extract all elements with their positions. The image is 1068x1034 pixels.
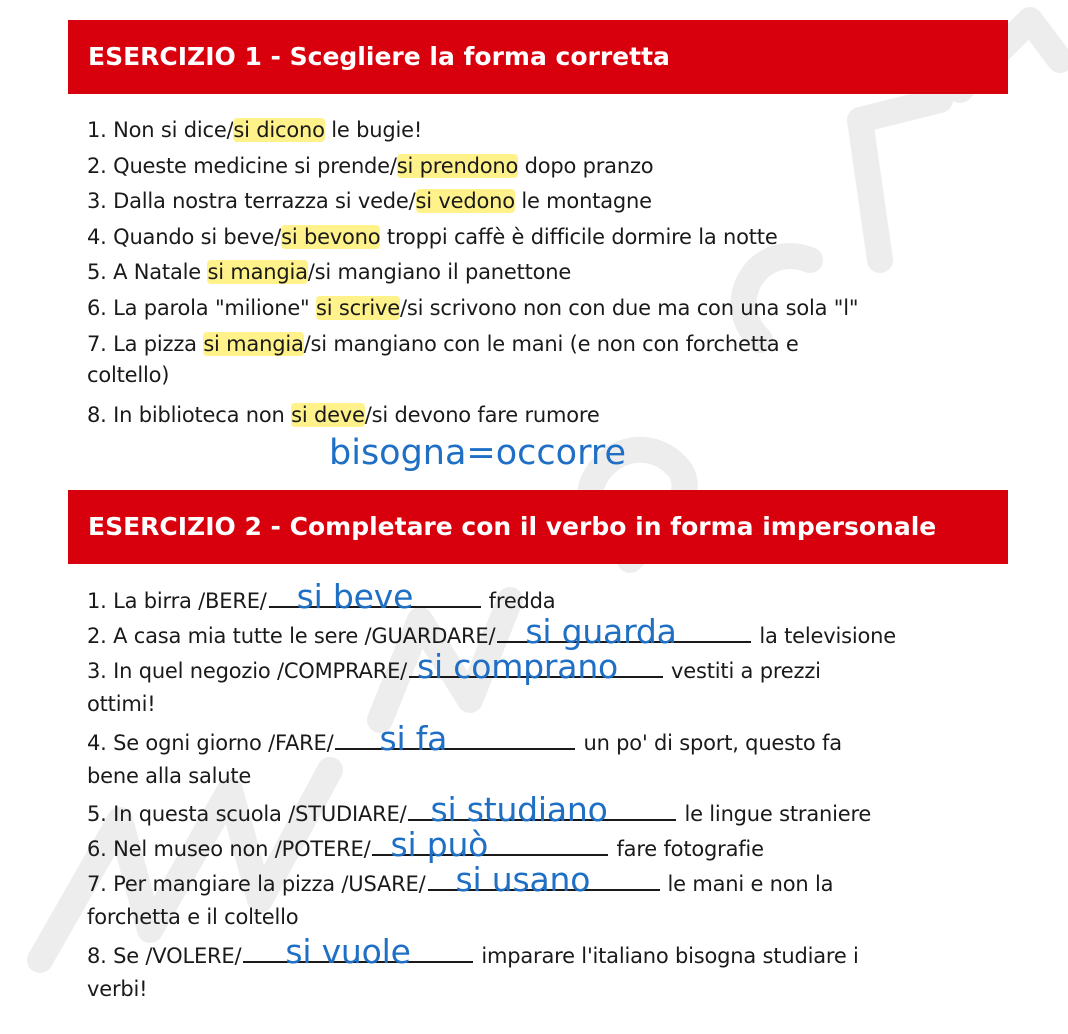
highlighted-answer: si mangia <box>207 260 308 285</box>
exercise2-item: 8. Se /VOLERE/ si vuole imparare l'italiano bisogna studiare i verbi! <box>87 931 859 1001</box>
handwritten-answer: si vuole <box>285 931 411 971</box>
answer-blank <box>497 612 751 651</box>
exercise2-item: 7. Per mangiare la pizza /USARE/ si usano le mani e non la forchetta e il coltello <box>87 860 834 929</box>
handwritten-answer: si può <box>390 825 489 864</box>
highlighted-answer: si deve <box>291 402 365 427</box>
exercise2-item: 2. A casa mia tutte le sere /GUARDARE/ si guarda la televisione <box>87 612 896 651</box>
exercise2-item: 1. La birra /BERE/ si beve fredda <box>87 577 556 616</box>
highlighted-answer: si vedono <box>415 189 515 214</box>
exercise2-item: 4. Se ogni giorno /FARE/ si fa un po' di sport, questo fa bene alla salute <box>87 718 842 788</box>
exercise2-title-banner <box>68 490 1008 564</box>
handwritten-note: bisogna=occorre <box>329 433 627 473</box>
highlighted-answer: si bevono <box>281 224 381 249</box>
handwritten-answer: si beve <box>296 577 414 616</box>
exercise2-list <box>87 577 987 1010</box>
exercise1-item: 2. Queste medicine si prende/si prendono dopo pranzo <box>87 153 654 178</box>
exercise2-item: 6. Nel museo non /POTERE/ si può fare fotografie <box>87 825 764 864</box>
exercise1-item: 7. La pizza si mangia/si mangiano con le mani (e non con forchetta e coltello) <box>87 331 799 387</box>
exercise1-item: 1. Non si dice/si dicono le bugie! <box>87 118 423 142</box>
exercise1-title: ESERCIZIO 1 - Scegliere la forma corretta <box>88 42 670 71</box>
answer-blank <box>409 647 663 686</box>
exercise1-list <box>87 115 987 435</box>
answer-blank <box>428 860 660 899</box>
exercise1-item: 6. La parola "milione" si scrive/si scrivono non con due ma con una sola "l" <box>87 295 859 320</box>
highlighted-answer: si dicono <box>233 118 325 142</box>
exercise1-title-banner <box>68 20 1008 94</box>
answer-blank <box>243 931 473 971</box>
highlighted-answer: si mangia <box>203 331 304 356</box>
exercise2-item: 3. In quel negozio /COMPRARE/ si comprano vestiti a prezzi ottimi! <box>87 647 821 716</box>
answer-blank <box>269 577 481 616</box>
exercise2-title: ESERCIZIO 2 - Completare con il verbo in forma impersonale <box>88 512 937 541</box>
handwritten-answer: si fa <box>379 718 448 758</box>
handwritten-answer: si comprano <box>417 647 619 686</box>
exercise1-item: 5. A Natale si mangia/si mangiano il panettone <box>87 260 572 285</box>
answer-blank <box>408 790 676 829</box>
handwritten-answer: si guarda <box>525 612 677 651</box>
answer-blank <box>335 718 575 758</box>
answer-blank <box>372 825 608 864</box>
exercise1-item: 3. Dalla nostra terrazza si vede/si vedono le montagne <box>87 189 652 214</box>
highlighted-answer: si scrive <box>315 295 400 320</box>
exercise1-item: 8. In biblioteca non si deve/si devono fare rumore <box>87 402 600 427</box>
exercise1-item: 4. Quando si beve/si bevono troppi caffè è difficile dormire la notte <box>87 224 778 249</box>
highlighted-answer: si prendono <box>396 153 519 178</box>
handwritten-answer: si studiano <box>430 790 608 829</box>
handwritten-answer: si usano <box>455 860 591 899</box>
exercise2-item: 5. In questa scuola /STUDIARE/ si studiano le lingue straniere <box>87 790 872 829</box>
